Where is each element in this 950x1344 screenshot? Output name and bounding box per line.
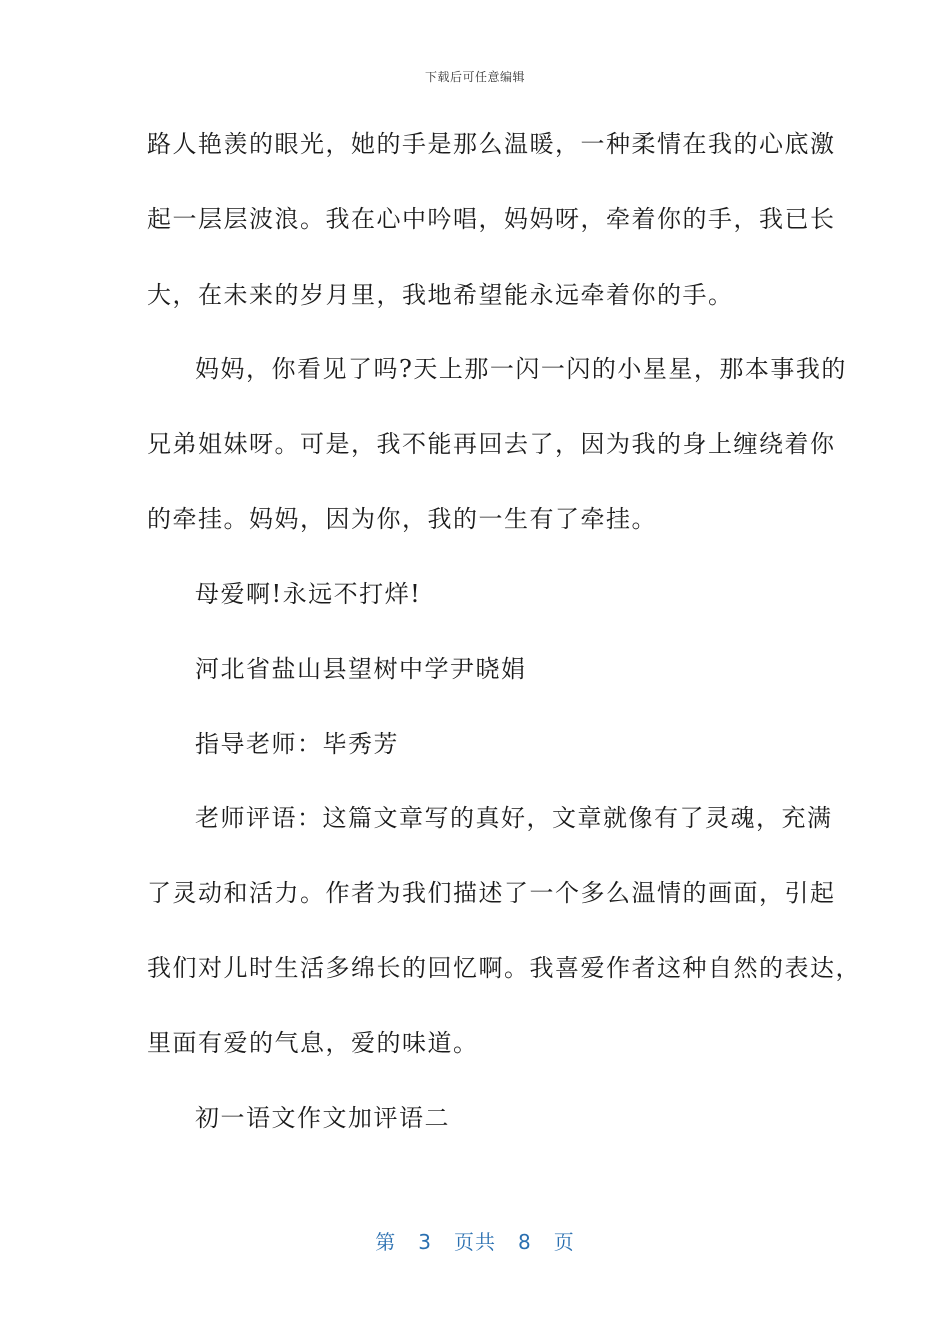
body-line: 河北省盐山县望树中学尹晓娟	[195, 655, 527, 683]
footer-prefix: 第	[375, 1230, 397, 1254]
body-line: 起一层层波浪。我在心中吟唱，妈妈呀，牵着你的手，我已长	[147, 205, 836, 233]
body-line: 里面有爱的气息，爱的味道。	[147, 1029, 479, 1057]
footer-suffix: 页	[553, 1230, 575, 1254]
total-page-number: 8	[518, 1230, 532, 1254]
header-note: 下载后可任意编辑	[424, 70, 525, 84]
body-line: 母爱啊!永远不打烊!	[195, 580, 422, 608]
body-line: 初一语文作文加评语二	[195, 1104, 450, 1132]
body-line: 了灵动和活力。作者为我们描述了一个多么温情的画面，引起	[147, 879, 836, 907]
body-line: 的牵挂。妈妈，因为你，我的一生有了牵挂。	[147, 505, 657, 533]
body-line: 老师评语：这篇文章写的真好，文章就像有了灵魂，充满	[195, 804, 833, 832]
body-line: 指导老师：毕秀芳	[195, 730, 399, 758]
current-page-number: 3	[418, 1230, 432, 1254]
footer-middle: 页共	[454, 1230, 496, 1254]
body-line: 兄弟姐妹呀。可是，我不能再回去了，因为我的身上缠绕着你	[147, 430, 836, 458]
body-line: 妈妈，你看见了吗?天上那一闪一闪的小星星，那本事我的	[195, 355, 847, 383]
body-line: 路人艳羡的眼光，她的手是那么温暖，一种柔情在我的心底激	[147, 130, 836, 158]
body-line: 我们对儿时生活多绵长的回忆啊。我喜爱作者这种自然的表达，	[147, 954, 861, 982]
page-footer	[0, 1226, 950, 1255]
body-line: 大，在未来的岁月里，我地希望能永远牵着你的手。	[147, 281, 734, 309]
